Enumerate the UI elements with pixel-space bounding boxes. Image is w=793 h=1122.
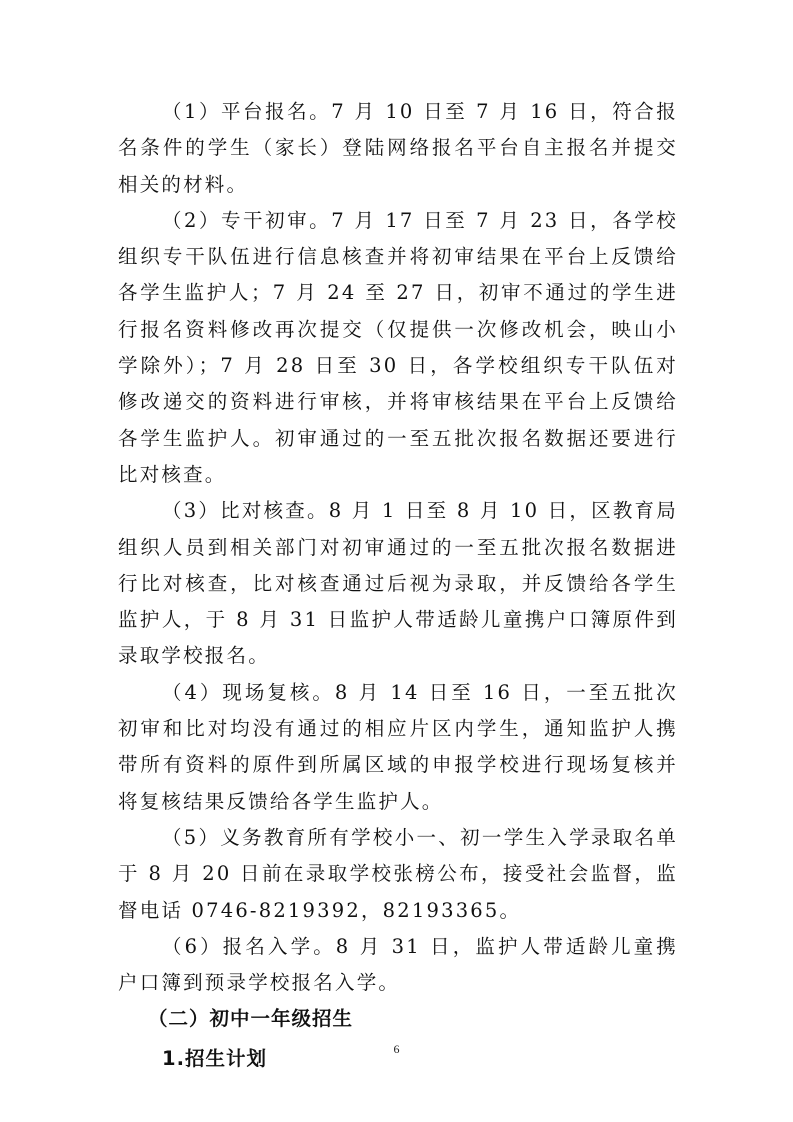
subsection-heading: 1.招生计划 bbox=[162, 1046, 267, 1070]
page-number: 6 bbox=[393, 1042, 400, 1056]
paragraph-preliminary-review: （2）专干初审。7 月 17 日至 7 月 23 日，各学校组织专干队伍进行信息核查并将初审结果在平台上反馈给各学生监护人；7 月 24 至 27 日，初审不通过的学生进行报名资料修改再次提交（仅提供一次修改机会，映山小学除外）；7 月 28 日至 30 日，各学校组织专干队伍对修改递交的资料进行审核，并将审核结果在平台上反馈给各学生监护人。初审通过的一至五批次报名数据还要进行比对核查。 bbox=[118, 208, 678, 486]
section-heading: （二）初中一年级招生 bbox=[148, 1007, 354, 1031]
paragraph-platform-registration: （1）平台报名。7 月 10 日至 7 月 16 日，符合报名条件的学生（家长）登陆网络报名平台自主报名并提交相关的材料。 bbox=[118, 100, 678, 196]
paragraph-admission-list: （5）义务教育所有学校小一、初一学生入学录取名单于 8 月 20 日前在录取学校张榜公布，接受社会监督，监督电话 0746-8219392，82193365。 bbox=[118, 825, 678, 922]
paragraph-verification-check: （3）比对核查。8 月 1 日至 8 月 10 日，区教育局组织人员到相关部门对初审通过的一至五批次报名数据进行比对核查，比对核查通过后视为录取，并反馈给各学生监护人，于 8 月 31 日监护人带适龄儿童携户口簿原件到录取学校报名。 bbox=[118, 499, 678, 668]
document-body bbox=[118, 94, 678, 1077]
paragraph-enrollment: （6）报名入学。8 月 31 日，监护人带适龄儿童携户口簿到预录学校报名入学。 bbox=[118, 934, 678, 995]
paragraph-onsite-review: （4）现场复核。8 月 14 日至 16 日，一至五批次初审和比对均没有通过的相应片区内学生，通知监护人携带所有资料的原件到所属区域的申报学校进行现场复核并将复核结果反馈给各学生监护人。 bbox=[118, 680, 678, 813]
